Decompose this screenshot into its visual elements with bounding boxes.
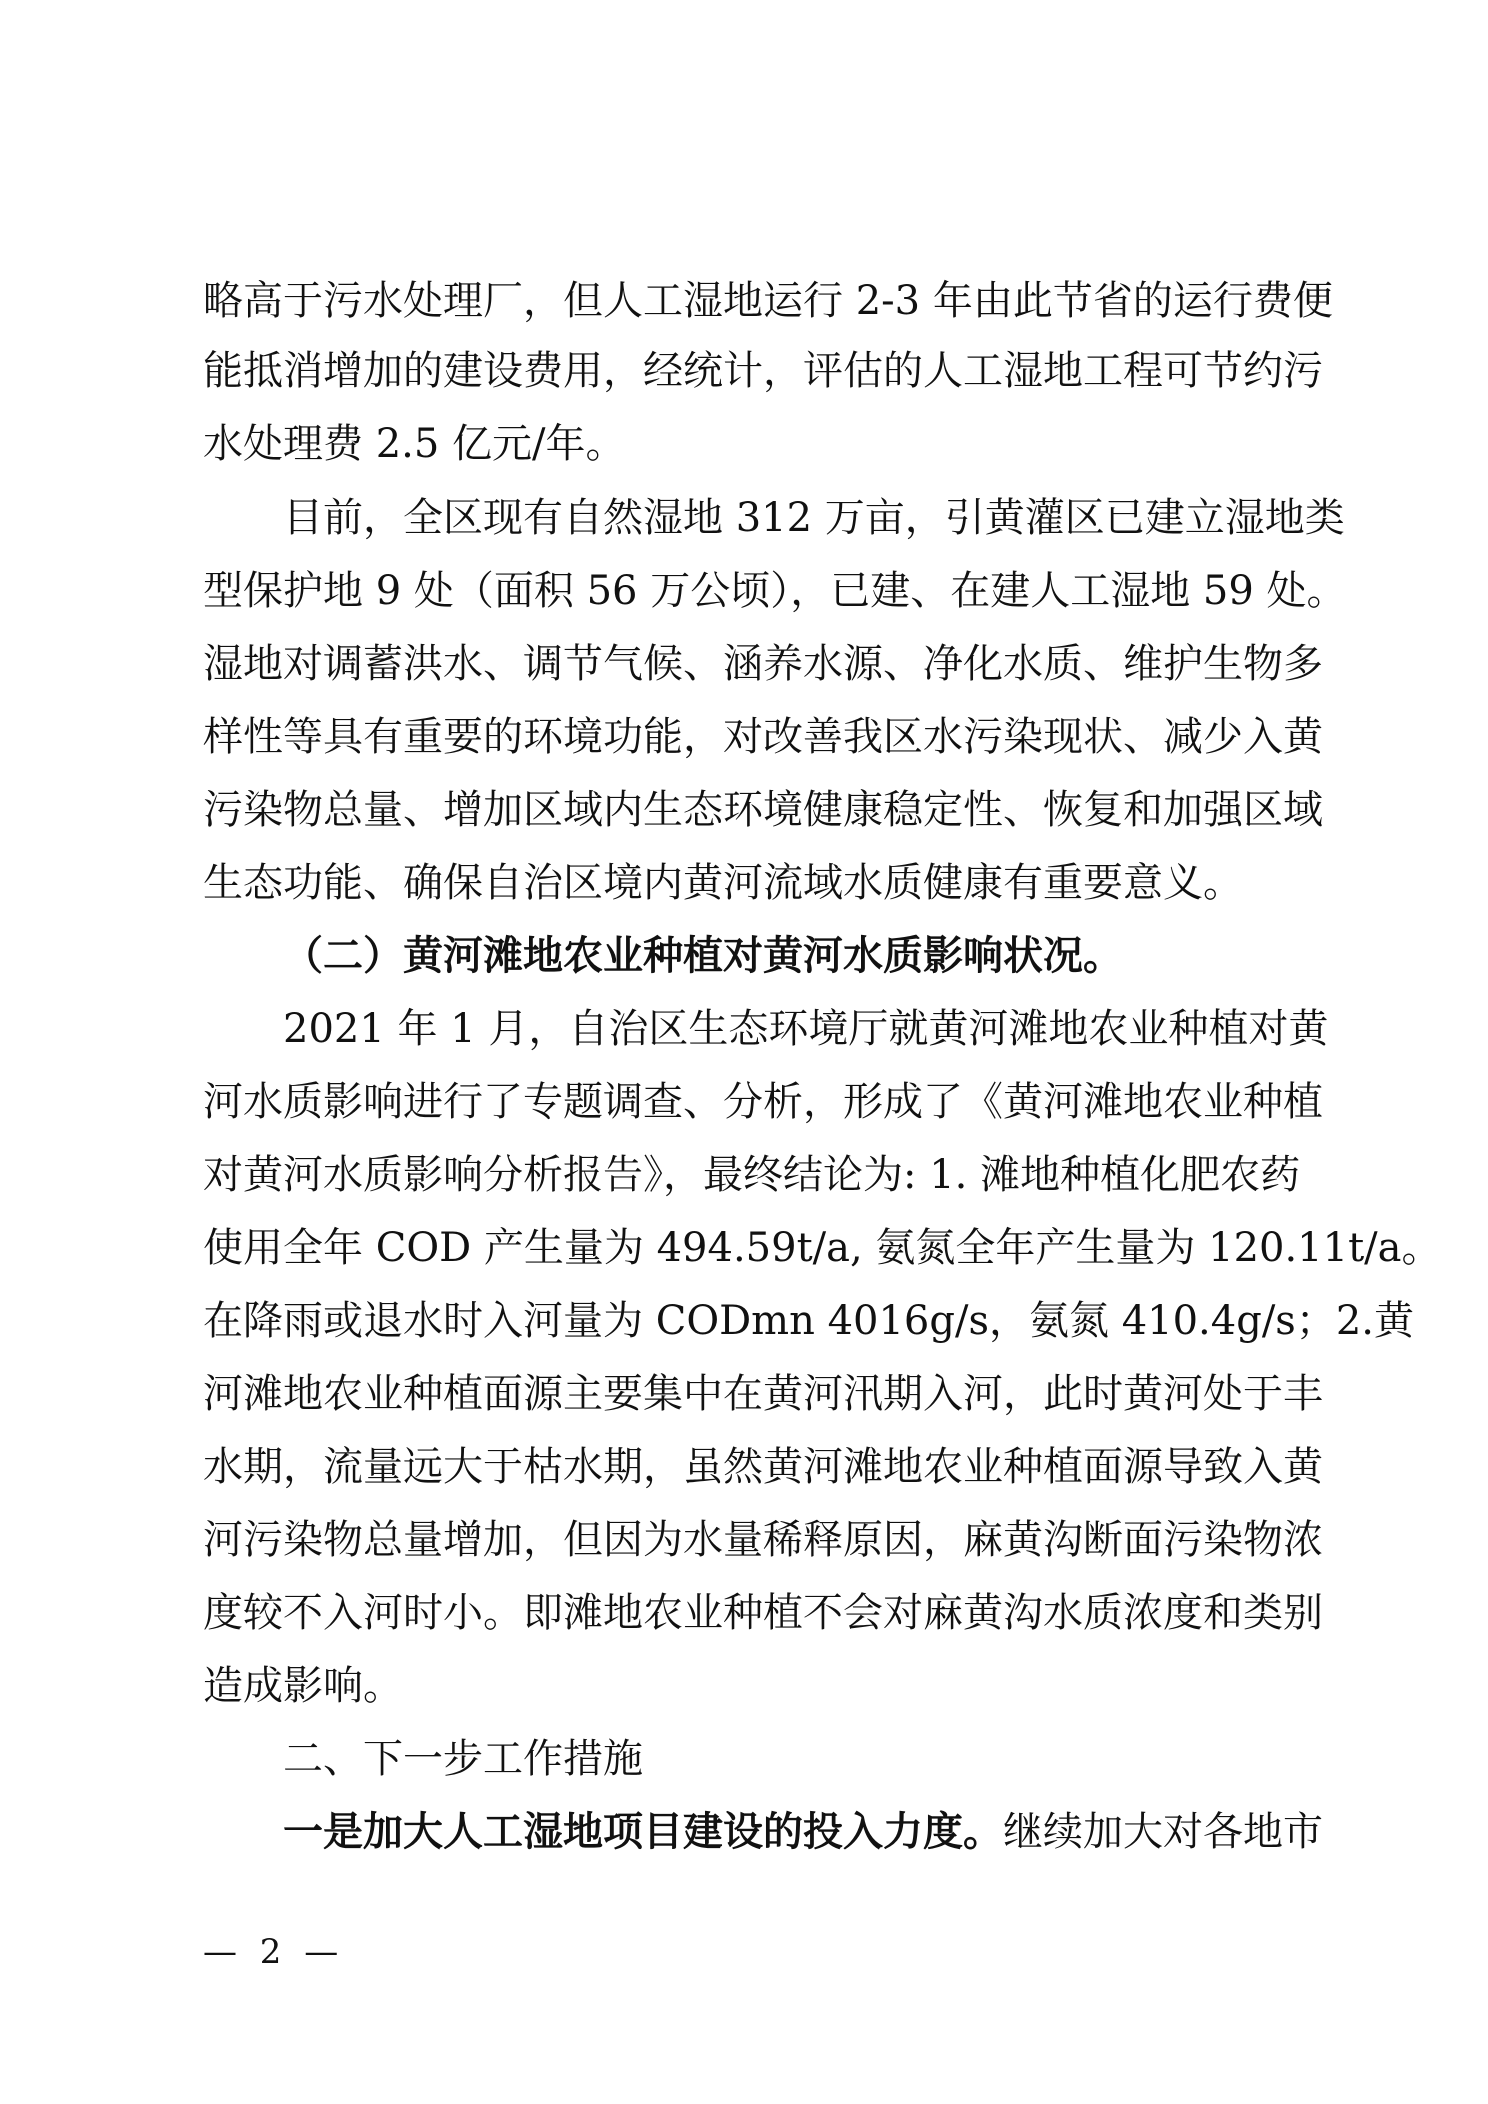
text-line: 型保护地 9 处（面积 56 万公顷），已建、在建人工湿地 59 处。 [203,568,1347,614]
text-line: 生态功能、确保自治区境内黄河流域水质健康有重要意义。 [203,860,1243,906]
text-line: 样性等具有重要的环境功能，对改善我区水污染现状、减少入黄 [203,714,1323,760]
text-line [283,1808,1323,1856]
text-run: 继续加大对各地市 [1003,1809,1323,1855]
text-line: 对黄河水质影响分析报告》，最终结论为: 1. 滩地种植化肥农药 [203,1152,1301,1198]
text-line: 略高于污水处理厂，但人工湿地运行 2-3 年由此节省的运行费便 [203,278,1333,324]
text-line: 水处理费 2.5 亿元/年。 [203,421,626,467]
text-line: 能抵消增加的建设费用，经统计，评估的人工湿地工程可节约污 [203,348,1323,394]
text-line: 河水质影响进行了专题调查、分析，形成了《黄河滩地农业种植 [203,1079,1323,1125]
text-line: 度较不入河时小。即滩地农业种植不会对麻黄沟水质浓度和类别 [203,1590,1323,1636]
text-line: 2021 年 1 月，自治区生态环境厅就黄河滩地农业种植对黄 [283,1006,1329,1052]
text-line: 污染物总量、增加区域内生态环境健康稳定性、恢复和加强区域 [203,787,1323,833]
text-line: 湿地对调蓄洪水、调节气候、涵养水源、净化水质、维护生物多 [203,641,1323,687]
text-line: 水期，流量远大于枯水期，虽然黄河滩地农业种植面源导致入黄 [203,1444,1323,1490]
text-line: 河污染物总量增加，但因为水量稀释原因，麻黄沟断面污染物浓 [203,1517,1323,1563]
section-heading: 二、下一步工作措施 [283,1736,643,1782]
text-line: 在降雨或退水时入河量为 CODmn 4016g/s，氨氮 410.4g/s；2.黄 [203,1298,1414,1344]
text-line: 使用全年 COD 产生量为 494.59t/a, 氨氮全年产生量为 120.11t/a。 [203,1225,1442,1271]
text-line: 目前，全区现有自然湿地 312 万亩，引黄灌区已建立湿地类 [283,495,1345,541]
section-heading: （二）黄河滩地农业种植对黄河水质影响状况。 [283,932,1123,979]
text-line: 造成影响。 [203,1663,403,1709]
text-line: 河滩地农业种植面源主要集中在黄河汛期入河，此时黄河处于丰 [203,1371,1323,1417]
page-number: — 2 — [203,1932,345,1972]
bold-lead: 一是加大人工湿地项目建设的投入力度。 [283,1808,1003,1855]
